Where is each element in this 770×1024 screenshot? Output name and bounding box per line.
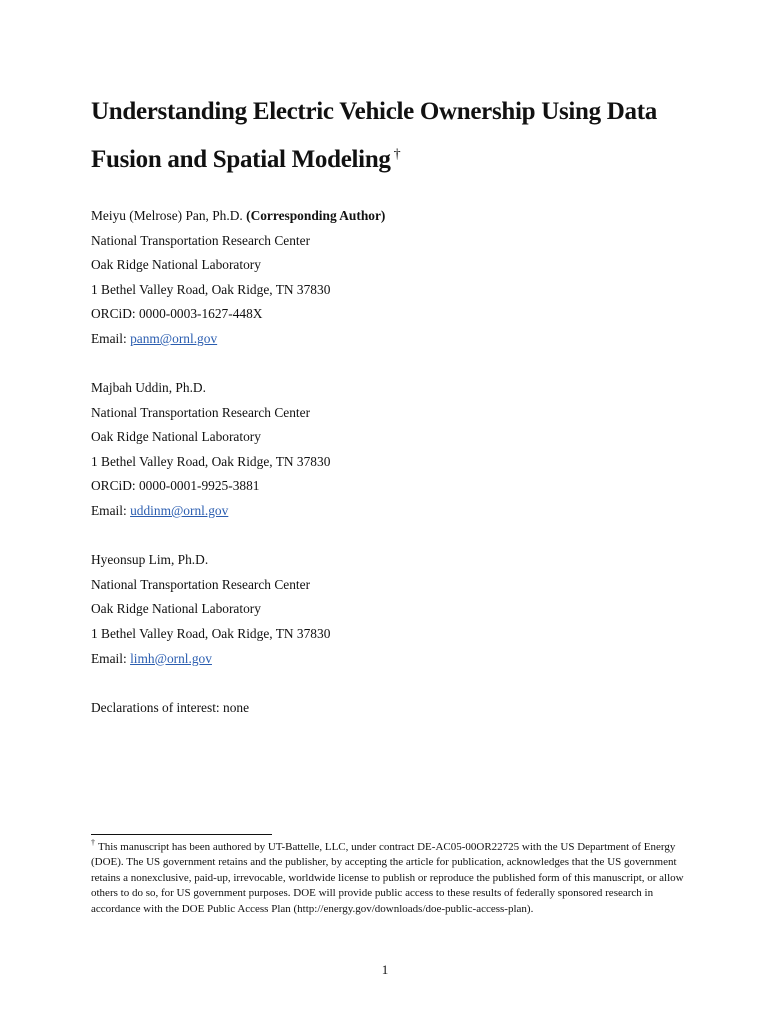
email-label: Email: <box>91 330 131 346</box>
page-number: 1 <box>381 962 389 977</box>
author-name: Hyeonsup Lim, Ph.D. <box>91 552 209 568</box>
author-email-link[interactable]: limh@ornl.gov <box>130 650 212 666</box>
footnote-mark: † <box>91 838 95 848</box>
author-list <box>91 204 691 720</box>
author-email-link[interactable]: uddinm@ornl.gov <box>130 503 229 519</box>
author-name: Majbah Uddin, Ph.D. <box>91 380 206 396</box>
author-address: 1 Bethel Valley Road, Oak Ridge, TN 37830 <box>91 453 331 469</box>
author-address: 1 Bethel Valley Road, Oak Ridge, TN 37830 <box>91 625 331 641</box>
author-affiliation-center: National Transportation Research Center <box>91 404 311 420</box>
author-affiliation-lab: Oak Ridge National Laboratory <box>91 601 261 617</box>
author-email-link[interactable]: panm@ornl.gov <box>130 330 218 346</box>
declarations-of-interest: Declarations of interest: none <box>91 699 250 715</box>
author-block-lim <box>91 548 691 671</box>
footnote <box>91 840 691 917</box>
author-orcid: ORCiD: 0000-0003-1627-448X <box>91 306 263 322</box>
title-footnote-mark: † <box>393 146 401 162</box>
author-block-pan <box>91 204 691 352</box>
author-affiliation-lab: Oak Ridge National Laboratory <box>91 429 261 445</box>
author-email-line <box>91 499 691 524</box>
author-affiliation-center: National Transportation Research Center <box>91 576 311 592</box>
author-affiliation-lab: Oak Ridge National Laboratory <box>91 257 261 273</box>
footnote-divider <box>91 834 272 835</box>
email-label: Email: <box>91 650 131 666</box>
author-email-line <box>91 327 691 352</box>
author-name-line <box>91 204 691 229</box>
author-name: Meiyu (Melrose) Pan, Ph.D. <box>91 208 243 223</box>
paper-title <box>91 88 691 184</box>
author-block-uddin <box>91 376 691 524</box>
corresponding-author-label: (Corresponding Author) <box>246 208 386 223</box>
paper-title-line-2: Fusion and Spatial Modeling <box>91 146 391 173</box>
author-affiliation-center: National Transportation Research Center <box>91 232 311 248</box>
author-address: 1 Bethel Valley Road, Oak Ridge, TN 37830 <box>91 281 331 297</box>
footnote-text: This manuscript has been authored by UT-Battelle, LLC, under contract DE-AC05-00OR22725 with the US Department of Energy (DOE). The US government retains and the publisher, by accepting the article for publication, acknowledges that the US government retains a nonexclusive, paid-up, irrevocable, worldwide license to publish or reproduce the published form of this manuscript, or allow others to do so, for US government purposes. DOE will provide public access to these results of federally sponsored research in accordance with the DOE Public Access Plan (http://energy.gov/downloads/doe-public-access-plan). <box>91 841 684 915</box>
paper-title-line-1: Understanding Electric Vehicle Ownership Using Data <box>91 98 657 125</box>
author-email-line <box>91 647 691 672</box>
email-label: Email: <box>91 503 131 519</box>
author-orcid: ORCiD: 0000-0001-9925-3881 <box>91 478 260 494</box>
